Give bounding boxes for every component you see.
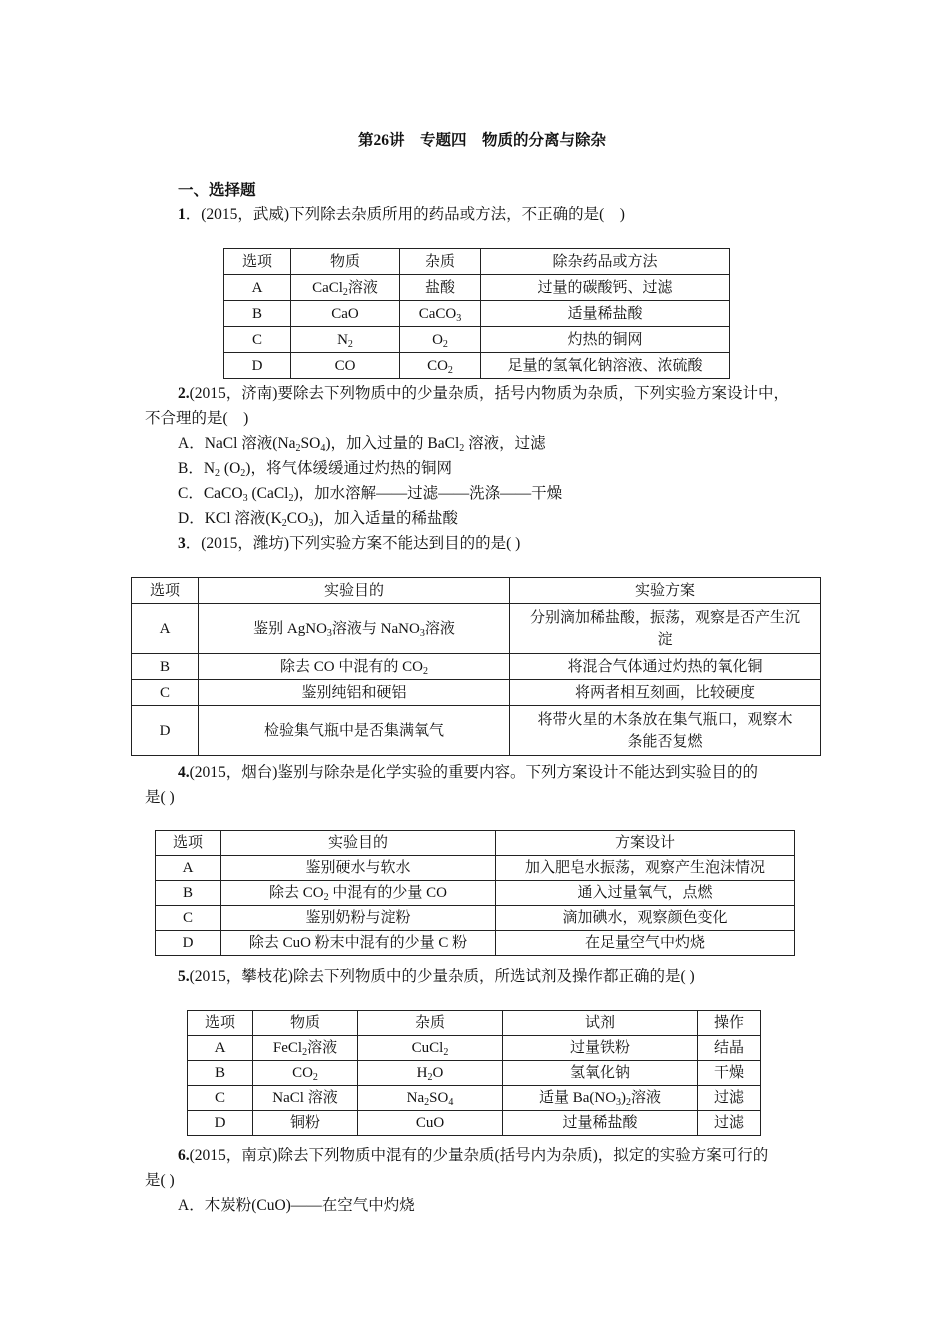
table-header: 选项 <box>132 578 199 604</box>
table-row: C NaCl 溶液 $Na_2SO_4$ 适量 $Ba(NO_3)_2$溶液 过滤 <box>188 1086 761 1111</box>
table-header: 物质 <box>291 249 400 275</box>
table-row: A 鉴别 AgNO$_3$溶液与 NaNO$_3$溶液 分别滴加稀盐酸，振荡，观察是否产生沉 淀 <box>132 604 821 654</box>
question-6-stem-cont: 是( ) <box>145 1172 175 1189</box>
question-4-stem-cont: 是( ) <box>145 789 175 806</box>
question-5-table <box>187 1010 761 1136</box>
table-row: B CaO CaCO$_3$ 适量稀盐酸 <box>224 301 730 327</box>
question-3-table <box>131 577 821 756</box>
table-header: 试剂 <box>503 1011 698 1036</box>
question-6-stem: 6.(2015，南京)除去下列物质中混有的少量杂质(括号内为杂质)，拟定的实验方案可行的 <box>178 1147 769 1164</box>
question-2-stem-cont: 不合理的是( ) <box>145 410 249 427</box>
question-4-stem: 4.(2015，烟台)鉴别与除杂是化学实验的重要内容。下列方案设计不能达到实验目的的 <box>178 764 758 781</box>
table-header: 杂质 <box>400 249 481 275</box>
table-row: D 除去 CuO 粉末中混有的少量 C 粉 在足量空气中灼烧 <box>156 931 795 956</box>
section-heading: 一、选择题 <box>178 182 256 199</box>
option-a: A．木炭粉(CuO)——在空气中灼烧 <box>178 1197 415 1214</box>
option-c: C．CaCO$_3$ (CaCl$_2$)，加水溶解——过滤——洗涤——干燥 <box>178 485 563 504</box>
table-header: 实验目的 <box>199 578 510 604</box>
option-b: B．$N_2$ $(O_2)$，将气体缓缓通过灼热的铜网 <box>178 460 452 479</box>
table-row: C 鉴别奶粉与淀粉 滴加碘水，观察颜色变化 <box>156 906 795 931</box>
table-header: 物质 <box>253 1011 358 1036</box>
question-2-stem: 2.(2015，济南)要除去下列物质中的少量杂质，括号内物质为杂质，下列实验方案设计中， <box>178 385 789 402</box>
question-4-table <box>155 830 795 956</box>
table-row: D CO $CO_2$ 足量的氢氧化钠溶液、浓硫酸 <box>224 353 730 379</box>
table-header: 实验方案 <box>510 578 821 604</box>
table-row: D 铜粉 CuO 过量稀盐酸 过滤 <box>188 1111 761 1136</box>
table-header: 实验目的 <box>221 831 496 856</box>
table-row: A 鉴别硬水与软水 加入肥皂水振荡，观察产生泡沫情况 <box>156 856 795 881</box>
table-header: 选项 <box>224 249 291 275</box>
table-row: B 除去 $CO_2$ 中混有的少量 CO 通入过量氧气，点燃 <box>156 881 795 906</box>
table-header: 操作 <box>698 1011 761 1036</box>
table-row: D 检验集气瓶中是否集满氧气 将带火星的木条放在集气瓶口，观察木 条能否复燃 <box>132 706 821 756</box>
question-1-stem: 1．(2015，武威)下列除去杂质所用的药品或方法，不正确的是( ) <box>178 206 625 223</box>
question-5-stem: 5.(2015，攀枝花)除去下列物质中的少量杂质，所选试剂及操作都正确的是( ) <box>178 968 695 985</box>
option-d: D．KCl 溶液$(K_2CO_3)$，加入适量的稀盐酸 <box>178 510 458 529</box>
table-row: C 鉴别纯铝和硬铝 将两者相互刻画，比较硬度 <box>132 680 821 706</box>
table-header: 方案设计 <box>496 831 795 856</box>
table-row: A CaCl$_2$溶液 盐酸 过量的碳酸钙、过滤 <box>224 275 730 301</box>
table-header: 杂质 <box>358 1011 503 1036</box>
table-row: C $N_2$ $O_2$ 灼热的铜网 <box>224 327 730 353</box>
question-1-table <box>223 248 730 379</box>
page-title: 第26讲 专题四 物质的分离与除杂 <box>358 132 607 149</box>
table-row: A FeCl$_2$溶液 CuCl$_2$ 过量铁粉 结晶 <box>188 1036 761 1061</box>
question-3-stem: 3．(2015，潍坊)下列实验方案不能达到目的的是( ) <box>178 535 521 552</box>
table-row: B $CO_2$ $H_2O$ 氢氧化钠 干燥 <box>188 1061 761 1086</box>
table-header: 选项 <box>156 831 221 856</box>
option-a: A．NaCl 溶液$(Na_2SO_4)$，加入过量的 BaCl$_2$ 溶液，过滤 <box>178 435 546 454</box>
table-header: 选项 <box>188 1011 253 1036</box>
table-header: 除杂药品或方法 <box>481 249 730 275</box>
table-row: B 除去 CO 中混有的 $CO_2$ 将混合气体通过灼热的氧化铜 <box>132 654 821 680</box>
